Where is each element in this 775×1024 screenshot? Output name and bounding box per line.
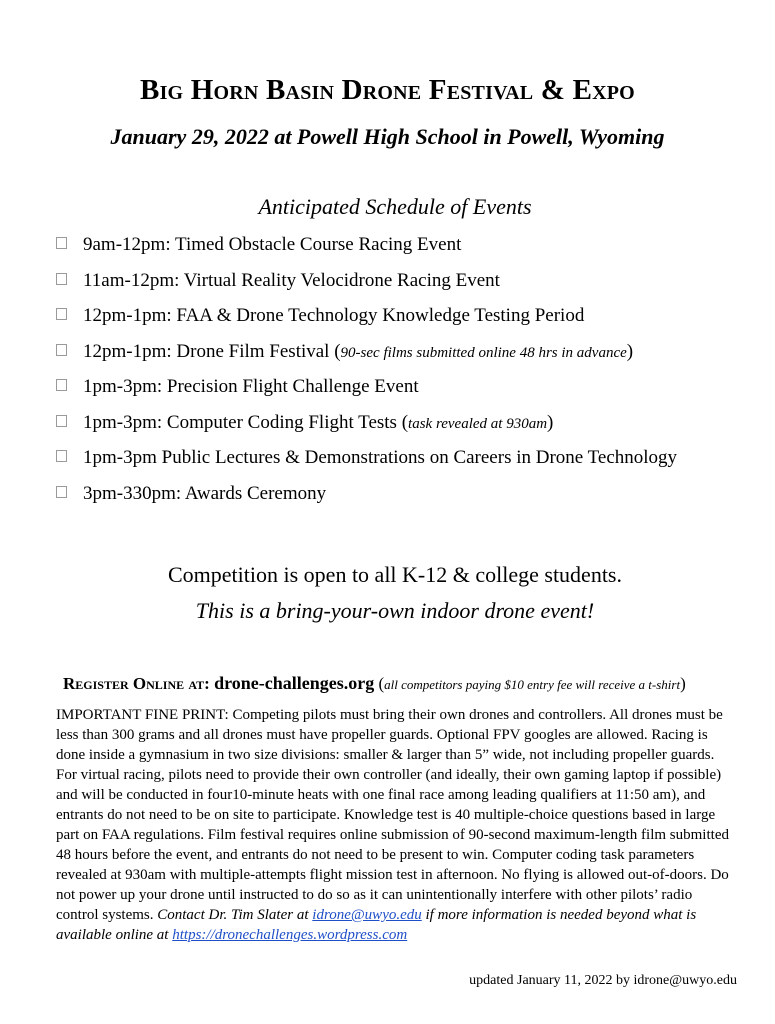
contact-middle: if more information is needed beyond what is available online at: [56, 907, 697, 943]
schedule-list: [56, 233, 677, 517]
schedule-item-text: 1pm-3pm: Computer Coding Flight Tests: [83, 411, 402, 433]
schedule-item: [56, 482, 677, 518]
schedule-item-note: 90-sec films submitted online 48 hrs in advance: [340, 344, 627, 361]
checkbox-icon: [56, 273, 67, 285]
checkbox-icon: [56, 379, 67, 391]
fine-print: [56, 705, 736, 945]
schedule-item-text: 3pm-330pm: Awards Ceremony: [83, 482, 327, 504]
schedule-item: [56, 446, 677, 482]
checkbox-icon: [56, 415, 67, 427]
checkbox-icon: [56, 344, 67, 356]
schedule-item: [56, 340, 677, 376]
page-title: Big Horn Basin Drone Festival & Expo: [140, 74, 635, 106]
schedule-item-text: 11am-12pm: Virtual Reality Velocidrone Racing Event: [83, 269, 500, 291]
schedule-item: [56, 269, 677, 305]
register-label: Register Online at:: [63, 674, 210, 693]
schedule-item-text: 9am-12pm: Timed Obstacle Course Racing Event: [83, 234, 462, 255]
checkbox-icon: [56, 308, 67, 320]
register-site: drone-challenges.org: [214, 673, 375, 693]
schedule-item: [56, 233, 677, 269]
schedule-heading: Anticipated Schedule of Events: [258, 194, 532, 219]
schedule-item-note: task revealed at 930am: [408, 415, 548, 432]
paren-close: ): [626, 340, 634, 362]
byo-drone-text: This is a bring-your-own indoor drone event!: [195, 598, 595, 623]
paren-open: (: [401, 411, 409, 433]
checkbox-icon: [56, 237, 67, 249]
schedule-item-text: 12pm-1pm: FAA & Drone Technology Knowledge Testing Period: [83, 305, 585, 326]
paren-close: ): [547, 411, 554, 433]
checkbox-icon: [56, 450, 67, 462]
website-link[interactable]: https://dronechallenges.wordpress.com: [172, 927, 408, 943]
checkbox-icon: [56, 486, 67, 498]
schedule-item: [56, 304, 677, 340]
schedule-item-text: 1pm-3pm: Precision Flight Challenge Event: [83, 376, 419, 397]
fine-print-body: IMPORTANT FINE PRINT: Competing pilots must bring their own drones and controllers. All drones must be less than 300 grams and all drones must have propeller guards. Optional FPV googles are allowed. Racing is done inside a gymnasium in two size divisions: smaller & larger than 5” wide, not including propeller guards. For virtual racing, pilots need to provide their own controller (and ideally, their own gaming laptop if possible) and will be conducted in four10-minute heats with one final race among leading qualifiers at 11:50 am), and entrants do not need to be on site to participate. Knowledge test is 40 multiple-choice questions based in large part on FAA regulations. Film festival requires online submission of 90-second maximum-length film submitted 48 hours before the event, and entrants do not need to be present to win. Computer coding task parameters revealed at 930am with multiple-attempts flight mission test in afternoon. No flying is allowed out-of-doors. Do not power up your drone until instructed to do so as it can unintentionally interfere with other pilots’ radio control systems.: [56, 707, 729, 923]
schedule-item: [56, 411, 677, 447]
paren-open: (: [374, 674, 385, 693]
registration-line: [63, 673, 763, 694]
paren-open: (: [334, 340, 341, 362]
schedule-item: [56, 375, 677, 411]
schedule-item-text: 1pm-3pm Public Lectures & Demonstrations on Careers in Drone Technology: [83, 447, 678, 468]
eligibility-text: Competition is open to all K-12 & college students.: [168, 562, 622, 587]
register-note: all competitors paying $10 entry fee will receive a t-shirt: [384, 677, 681, 692]
email-link[interactable]: idrone@uwyo.edu: [312, 907, 422, 923]
contact-prefix: Contact Dr. Tim Slater at: [157, 907, 313, 923]
paren-close: ): [680, 674, 686, 693]
event-date-location: January 29, 2022 at Powell High School in Powell, Wyoming: [110, 124, 665, 149]
updated-note: updated January 11, 2022 by idrone@uwyo.edu: [469, 973, 737, 988]
schedule-item-text: 12pm-1pm: Drone Film Festival: [83, 340, 335, 362]
